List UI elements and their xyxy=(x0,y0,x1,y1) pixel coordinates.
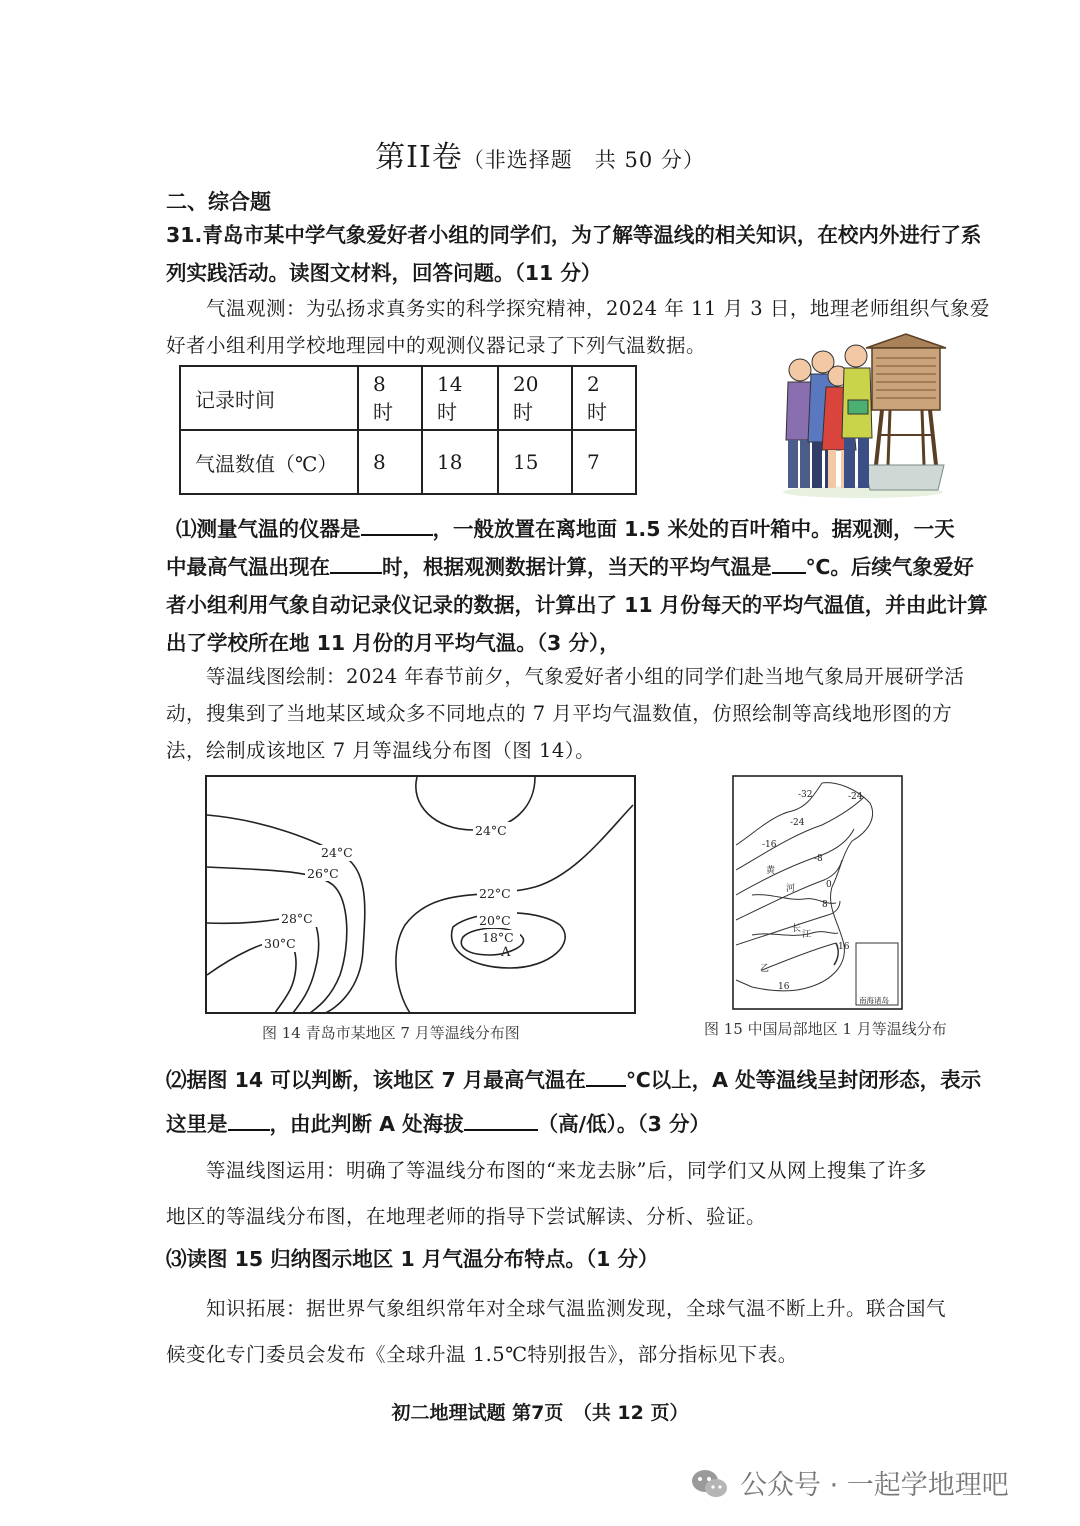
isotherm-label: -16 xyxy=(762,840,777,850)
table-row xyxy=(180,366,636,430)
q1-line3: 者小组利用气象自动记录仪记录的数据，计算出了 11 月份每天的平均气温值，并由此计算 xyxy=(166,593,988,617)
figure-15-caption: 图 15 中国局部地区 1 月等温线分布 xyxy=(704,1020,947,1038)
answer-blank[interactable] xyxy=(330,571,382,574)
draw-line3: 法，绘制成该地区 7 月等温线分布图（图 14）。 xyxy=(166,739,596,762)
q1-part-c: 中最高气温出现在 xyxy=(166,555,330,579)
isotherm-label: 8 xyxy=(822,900,828,910)
use-line2: 地区的等温线分布图，在地理老师的指导下尝试解读、分析、验证。 xyxy=(166,1205,767,1228)
river-label: 江 xyxy=(802,930,812,940)
question-2 xyxy=(166,1058,1026,1146)
table-row xyxy=(180,430,636,494)
answer-blank[interactable] xyxy=(228,1128,270,1131)
question-3: ⑶读图 15 归纳图示地区 1 月气温分布特点。（1 分） xyxy=(166,1247,659,1271)
q1-part-e: ℃。后续气象爱好 xyxy=(805,555,974,579)
page-title xyxy=(0,132,1080,176)
draw-line2: 动，搜集到了当地某区域众多不同地点的 7 月平均气温数值，仿照绘制等高线地形图的方 xyxy=(166,702,953,725)
q1-part-a: ⑴测量气温的仪器是 xyxy=(176,517,361,541)
answer-blank[interactable] xyxy=(464,1128,538,1131)
isotherm-label: 16 xyxy=(838,942,850,952)
table-cell: 2 时 xyxy=(572,366,636,430)
place-label: 乙 xyxy=(760,964,770,974)
inset-label: 南海诸岛 xyxy=(859,996,889,1005)
isotherm-label: -24 xyxy=(848,792,863,802)
ext-line2: 候变化专门委员会发布《全球升温 1.5℃特别报告》，部分指标见下表。 xyxy=(166,1343,798,1366)
river-label: 黄 xyxy=(766,866,776,876)
watermark-text: 公众号 · 一起学地理吧 xyxy=(740,1470,1009,1501)
table-cell: 8 xyxy=(358,430,422,494)
extension-material xyxy=(166,1286,1026,1378)
point-a-label: A xyxy=(501,945,511,960)
table-cell: 记录时间 xyxy=(180,366,358,430)
table-cell: 14 时 xyxy=(422,366,498,430)
isotherm-label: 18°C xyxy=(482,930,514,945)
draw-line1: 等温线图绘制：2024 年春节前夕，气象爱好者小组的同学们赴当地气象局开展研学活 xyxy=(206,665,965,688)
isotherm-label: 20°C xyxy=(479,913,511,928)
drawing-material xyxy=(166,658,1026,769)
q31-stem xyxy=(166,216,1026,292)
isotherm-label: 30°C xyxy=(264,936,296,951)
q2-part-e: （高/低）。（3 分） xyxy=(537,1112,711,1136)
table-cell: 8 时 xyxy=(358,366,422,430)
q2-part-d: ，由此判断 A 处海拔 xyxy=(269,1112,464,1136)
obs-line2: 好者小组利用学校地理园中的观测仪器记录了下列气温数据。 xyxy=(166,334,707,357)
answer-blank[interactable] xyxy=(772,571,806,574)
wechat-icon xyxy=(690,1467,730,1501)
q1-line4: 出了学校所在地 11 月份的月平均气温。（3 分）， xyxy=(166,631,620,655)
isotherm-label: 24°C xyxy=(475,823,507,838)
louvered-box-icon xyxy=(864,334,946,490)
figure-15-china-isotherm-map xyxy=(732,775,904,1011)
q31-stem-line1: 31.青岛市某中学气象爱好者小组的同学们，为了解等温线的相关知识，在校内外进行了系 xyxy=(166,223,982,247)
use-line1: 等温线图运用：明确了等温线分布图的“来龙去脉”后，同学们又从网上搜集了许多 xyxy=(206,1159,927,1182)
title-sub: （非选择题 共 50 分） xyxy=(462,148,705,172)
student-figures-icon xyxy=(786,345,872,488)
obs-line1: 气温观测：为弘扬求真务实的科学探究精神，2024 年 11 月 3 日，地理老师组织气象爱 xyxy=(206,297,990,320)
q31-stem-line2: 列实践活动。读图文材料，回答问题。（11 分） xyxy=(166,261,602,285)
table-cell: 7 xyxy=(572,430,636,494)
q1-part-b: ，一般放置在离地面 1.5 米处的百叶箱中。据观测，一天 xyxy=(432,517,955,541)
ext-line1: 知识拓展：据世界气象组织常年对全球气温监测发现，全球气温不断上升。联合国气 xyxy=(206,1297,947,1320)
table-cell: 气温数值（℃） xyxy=(180,430,358,494)
temperature-table xyxy=(179,365,637,495)
students-weather-station-illustration xyxy=(778,330,948,498)
usage-material xyxy=(166,1148,1026,1240)
answer-blank[interactable] xyxy=(586,1084,626,1087)
question-1 xyxy=(166,510,1026,662)
answer-blank[interactable] xyxy=(361,533,433,536)
isotherm-label: 24°C xyxy=(321,845,353,860)
isotherm-label: 0 xyxy=(826,880,832,890)
section-heading: 二、综合题 xyxy=(166,190,271,214)
figure-14-caption: 图 14 青岛市某地区 7 月等温线分布图 xyxy=(262,1024,520,1042)
q2-part-b: ℃以上，A 处等温线呈封闭形态，表示 xyxy=(625,1068,982,1092)
isotherm-label: 16 xyxy=(778,982,790,992)
river-label: 长 xyxy=(792,924,802,934)
river-label: 河 xyxy=(786,884,796,894)
q1-part-d: 时，根据观测数据计算，当天的平均气温是 xyxy=(382,555,772,579)
table-cell: 20 时 xyxy=(498,366,572,430)
isotherm-label: -8 xyxy=(814,854,823,864)
q2-part-c: 这里是 xyxy=(166,1112,228,1136)
isotherm-label: 22°C xyxy=(479,886,511,901)
table-cell: 18 xyxy=(422,430,498,494)
isotherm-label: -32 xyxy=(798,790,813,800)
page-footer: 初二地理试题 第7页 （共 12 页） xyxy=(391,1402,689,1424)
isotherm-label: 28°C xyxy=(281,911,313,926)
isotherm-label: -24 xyxy=(790,818,805,828)
figure-14-isotherm-map xyxy=(205,775,637,1017)
table-cell: 15 xyxy=(498,430,572,494)
title-main: 第II卷 xyxy=(375,140,463,175)
q2-part-a: ⑵据图 14 可以判断，该地区 7 月最高气温在 xyxy=(166,1068,586,1092)
isotherm-label: 26°C xyxy=(307,866,339,881)
